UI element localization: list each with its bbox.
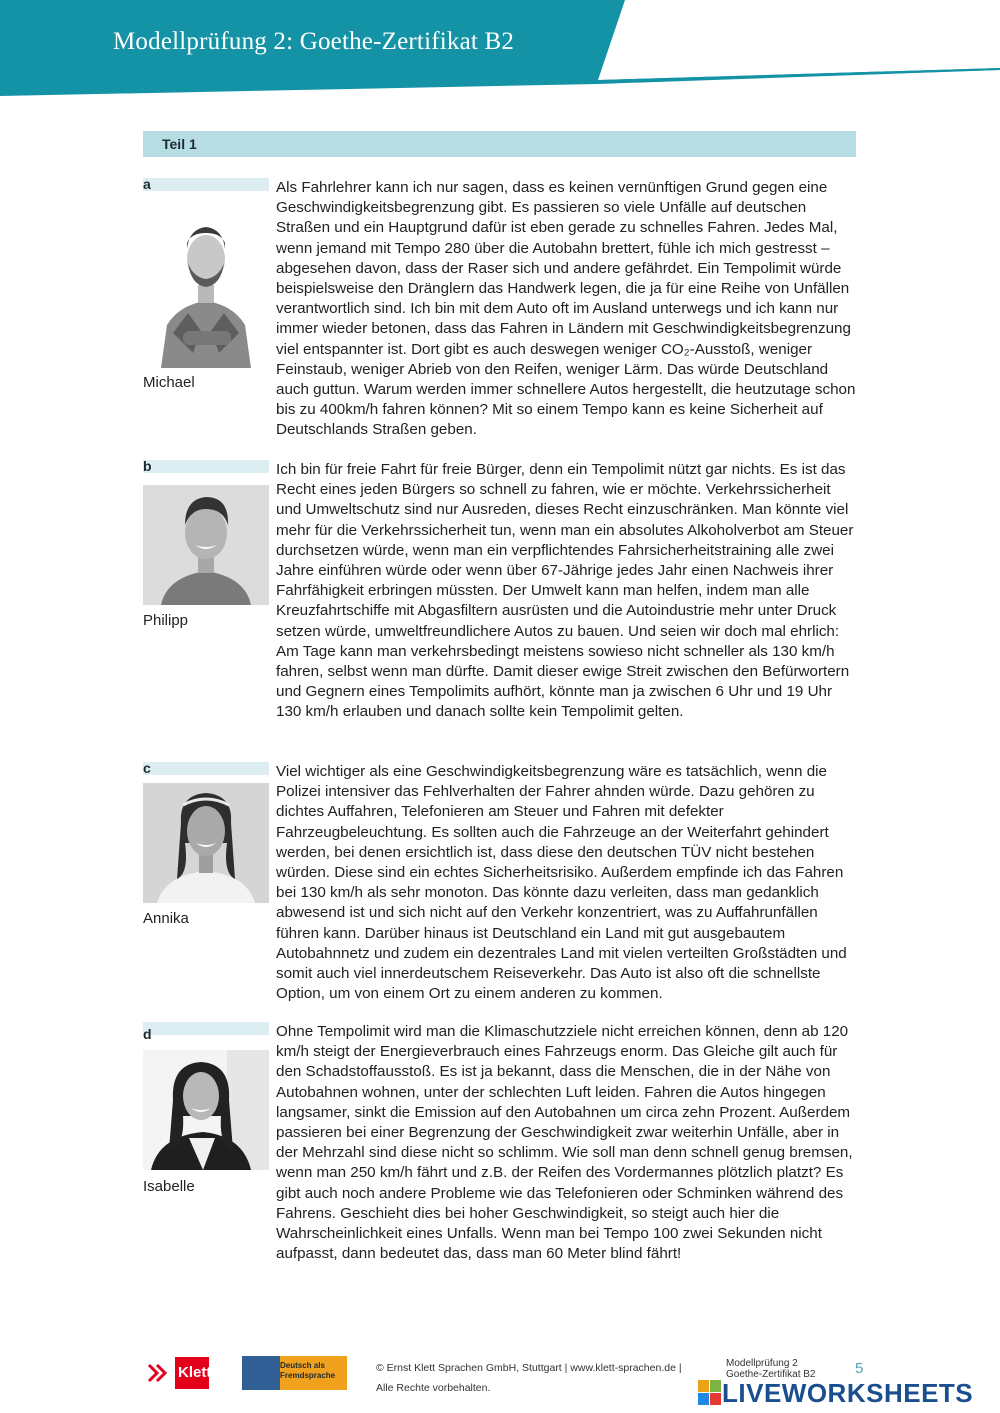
section-b (143, 460, 856, 742)
person-name: Michael (143, 374, 195, 391)
teil-bar (143, 131, 856, 157)
section-letter-bar (143, 762, 269, 775)
footer (0, 1340, 1000, 1413)
person-name: Annika (143, 910, 189, 927)
section-letter-bar (143, 460, 269, 473)
portrait-photo-michael (143, 213, 269, 368)
section-text: Ohne Tempolimit wird man die Klimaschutzziele nicht erreichen können, denn ab 120 km/h steigt der Energieverbrauch eines Fahrzeugs enorm. Das Gleiche gilt auch für den Schadstoffausstoß. Es ist ja bekannt, dass die Menschen, die in der Nähe von Autobahnen wohnen, unter der schlechten Luft leiden. Fahren die Autos hingegen langsamer, sinkt die Emission auf den Autobahnen um circa zehn Prozent. Außerdem passieren bei einer Begrenzung der Geschwindigkeit zwar weiterhin Unfälle, aber in der Mehrzahl sind diese nicht so schlimm. Wie soll man denn schnell genug bremsen, wenn man 250 km/h fährt und z.B. der Reifen des Vordermannes plötzlich platzt? Es gibt auch noch andere Probleme wie das Telefonieren oder Schminken während des Fahrens. Geschieht dies bei hoher Geschwindigkeit, so steigt auch hier die Wahrscheinlichkeit eines Unfalls. Wenn man bei Tempo 100 zwei Sekunden nicht aufpasst, dann bedeutet das, dass man 60 Meter blind fährt! (276, 1023, 853, 1263)
header-band (0, 0, 1000, 100)
section-letter: d (143, 1026, 152, 1042)
liveworksheets-icon (698, 1380, 722, 1406)
portrait-photo-annika (143, 783, 269, 903)
reference-line: Goethe-Zertifikat B2 (726, 1369, 816, 1380)
reference-line: Modellprüfung 2 (726, 1358, 798, 1369)
portrait-photo-isabelle (143, 1050, 269, 1170)
section-text: Ich bin für freie Fahrt für freie Bürger, denn ein Tempolimit nützt gar nichts. Es ist das Recht eines jeden Bürgers so schnell zu fahren, wie er möchte. Verkehrssicherheit und Umweltschutz sind nur Ausreden, dieses Recht einzuschränken. Man könnte viel mehr für die Verkehrssicherheit tun, wenn man ein absolutes Alkoholverbot am Steuer durchsetzen würde, wenn man ein verpflichtendes Fahrsicherheitstraining alle zwei Jahre einführen würde oder wenn über 67-Jährige jedes Jahr einen Nachweis ihrer Fahrfähigkeit erbringen müssten. Der Umwelt kann man helfen, indem man alle Kreuzfahrtschiffe mit Abgasfiltern ausrüsten und die Autoindustrie mehr unter Druck setzen würde, umweltfreundlichere Autos zu bauen. Und seien wir doch mal ehrlich: Am Tage kann man verkehrsbedingt meistens sowieso nicht schneller als 130 km/h fahren, selbst wenn man dürfte. Damit dieser ewige Streit zwischen den Befürwortern und Gegnern eines Tempolimits aufhört, könnte man ja zwischen 6 Uhr und 19 Uhr 130 km/h erlauben und danach sollte kein Tempolimit gelten. (276, 461, 854, 721)
page-number: 5 (855, 1360, 864, 1377)
daf-logo (242, 1356, 347, 1390)
copyright-line: Alle Rechte vorbehalten. (376, 1382, 491, 1394)
section-letter: c (143, 760, 151, 776)
daf-logo-block (242, 1356, 280, 1390)
copyright-line: © Ernst Klett Sprachen GmbH, Stuttgart | www.klett-sprachen.de | (376, 1362, 682, 1374)
section-text: Viel wichtiger als eine Geschwindigkeitsbegrenzung wäre es tatsächlich, wenn die Polizei intensiver das Fehlverhalten der Fahrer ahnden würde. Dazu gehören zu dichtes Auffahren, Telefonieren am Steuer und Fahren mit defekter Fahrzeugbeleuchtung. Es sollten auch die Fahrzeuge an der Weiterfahrt gehindert werden, bei denen ersichtlich ist, dass diese den deutschen TÜV nicht bestehen würden. Diese sind ein echtes Sicherheitsrisiko. Außerdem empfinde ich das Fahren bei 130 km/h als sehr monoton. Das könnte dazu verleiten, dass man gedanklich abwesend ist und sich nicht auf den Verkehr konzentriert, was zu Auffahrunfällen führen kann. Darüber hinaus ist Deutschland ein Land mit gut ausgebautem Autobahnnetz und zudem ein dezentrales Land mit vielen verteilten Großstädten und somit auch viel innerdeutschem Reiseverkehr. Das Auto ist also oft die schnellste Option, um von einem Ort zu einem anderen zu kommen. (276, 763, 847, 1003)
section-letter: a (143, 176, 151, 192)
section-letter-bar (143, 1022, 269, 1035)
portrait-photo-philipp (143, 485, 269, 605)
section-c (143, 762, 856, 1004)
copyright (376, 1358, 682, 1398)
section-a (143, 178, 856, 440)
daf-logo-text: Deutsch als Fremdsprache (280, 1361, 336, 1380)
section-letter-bar (143, 178, 269, 191)
person-name: Isabelle (143, 1178, 195, 1195)
person-name: Philipp (143, 612, 189, 629)
section-text: Als Fahrlehrer kann ich nur sagen, dass es keinen vernünftigen Grund gegen eine Geschwindigkeitsbegrenzung gibt. Es passieren so viele Unfälle auf deutschen Straßen und ein Hauptgrund dafür ist eben gerade zu schnelles Fahren. Jedes Mal, wenn jemand mit Tempo 280 über die Autobahn brettert, fühle ich mich gestresst – abgesehen davon, dass der Raser sich und andere gefährdet. Ein Tempolimit würde beispielsweise den Dränglern das Handwerk legen, die ja für eine Reihe von Unfällen verantwortlich sind. Ich bin mit dem Auto oft im Ausland unterwegs und ich kann nur immer wieder betonen, dass das Fahren in Ländern mit Geschwindigkeitsbegrenzung viel entspannter ist. Dort gibt es auch deswegen weniger CO₂-Ausstoß, weniger Feinstaub, weniger Abrieb von den Reifen, weniger Lärm. Das würde Deutschland auch guttun. Warum werden immer schnellere Autos hergestellt, die heutzutage schon bis zu 400km/h fahren können? Mit so einem Tempo kann es keine Sicherheit auf Deutschlands Straßen geben. (276, 179, 856, 439)
section-letter: b (143, 458, 152, 474)
teil-label: Teil 1 (162, 136, 197, 152)
liveworksheets-text: LIVEWORKSHEETS (722, 1378, 974, 1408)
klett-logo (143, 1357, 212, 1389)
section-d (143, 1022, 856, 1284)
page-title: Modellprüfung 2: Goethe-Zertifikat B2 (113, 28, 515, 55)
klett-logo-text: Klett (178, 1364, 212, 1381)
document-reference (726, 1358, 815, 1380)
